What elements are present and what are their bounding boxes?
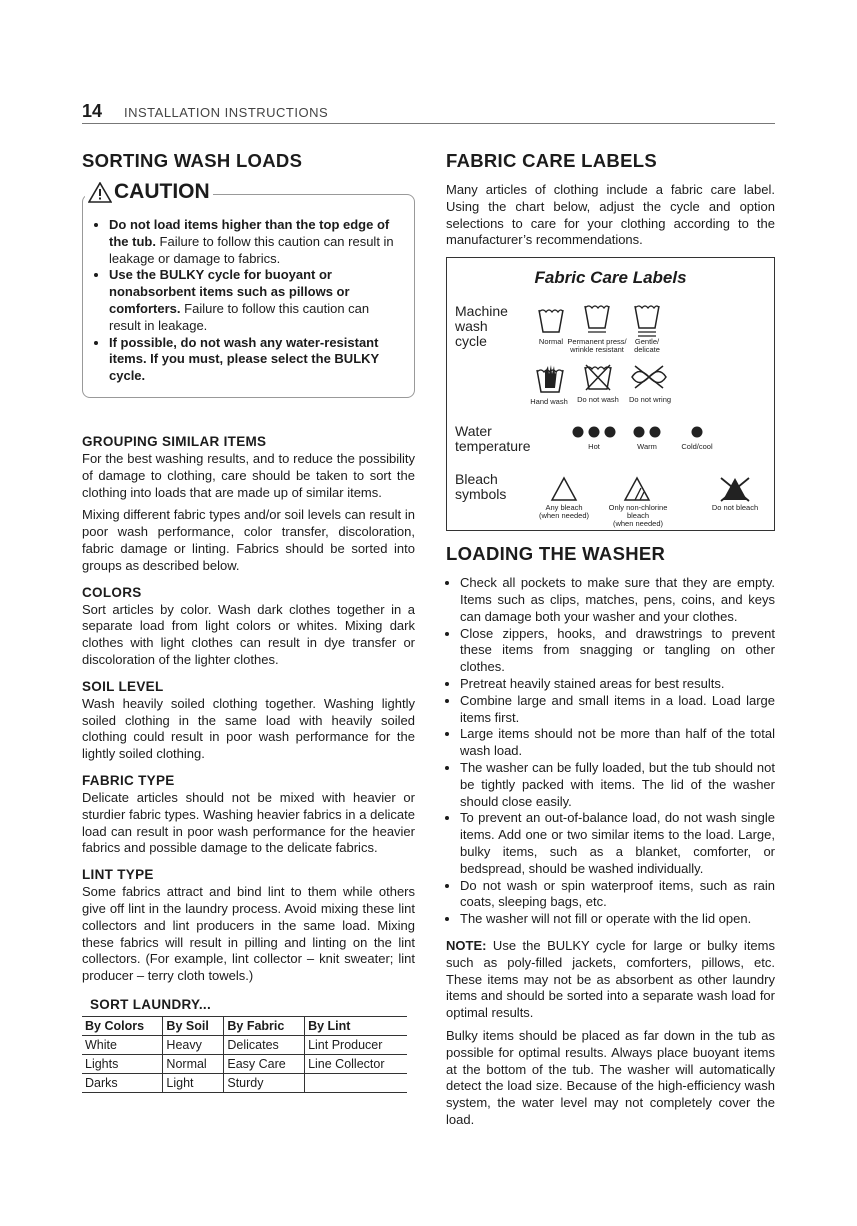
caution-item-text: Failure to follow this caution can result in leakage. — [109, 300, 370, 333]
caution-item — [109, 267, 404, 334]
list-item: • Pretreat heavily stained areas for best results. — [460, 676, 775, 693]
table-header-row — [82, 1016, 407, 1035]
table-cell: Normal — [163, 1054, 224, 1073]
table-cell: Lint Producer — [305, 1035, 407, 1054]
sort-laundry-table — [82, 1016, 407, 1093]
hot-caption: Hot — [588, 442, 600, 452]
hand-wash-icon — [535, 362, 565, 394]
cold-dot-icon — [690, 425, 704, 439]
water-temperature-label: Water temperature — [455, 423, 531, 455]
fabric-care-chart — [446, 257, 775, 531]
table-cell: Heavy — [163, 1035, 224, 1054]
do-not-bleach-icon — [718, 474, 752, 502]
page-number: 14 — [82, 101, 103, 121]
list-item: • Check all pockets to make sure that they are empty. Items such as clips, matches, pens, coins, and keys can damage both your washer and your clothes. — [460, 575, 775, 625]
loading-list — [446, 575, 775, 928]
do-not-wash-icon — [583, 362, 613, 392]
machine-wash-label: Machine wash cycle — [455, 303, 508, 350]
list-item: • Large items should not be more than half of the total wash load. — [460, 726, 775, 760]
wash-permanent-press-icon — [583, 302, 611, 336]
warning-triangle-icon — [88, 182, 112, 203]
grouping-title: GROUPING SIMILAR ITEMS — [82, 433, 267, 449]
table-cell: Lights — [82, 1054, 163, 1073]
list-item: • Close zippers, hooks, and drawstrings to prevent these items from snagging or tangling on other clothes. — [460, 626, 775, 676]
table-header: By Soil — [163, 1016, 224, 1035]
left-column — [82, 150, 415, 1093]
loading-title: LOADING THE WASHER — [446, 543, 666, 565]
caution-item-bold: If possible, do not wash any water-resistant items. If you must, please select the BULKY cycle. — [109, 334, 379, 384]
grouping-paragraph-1: For the best washing results, and to reduce the possibility of damage to clothing, care should be taken to sort the clothing into loads that are made up of similar items. — [82, 450, 415, 500]
list-item: • The washer will not fill or operate with the lid open. — [460, 911, 775, 928]
note-label: NOTE: — [446, 937, 487, 953]
fabric-care-title: FABRIC CARE LABELS — [446, 150, 657, 171]
do-not-wash-caption: Do not wash — [577, 395, 619, 405]
bleach-symbols-label: Bleach symbols — [455, 471, 507, 503]
wash-gentle-icon — [633, 302, 661, 340]
sort-laundry-title: SORT LAUNDRY... — [90, 996, 212, 1012]
bulky-paragraph: Bulky items should be placed as far down in the tub as possible for optimal results. Always place buoyant items at the bottom of the tub. The washer will automatically detect the load size. Because of the high-efficiency wash system, the water level may not completely cover the load. — [446, 1027, 775, 1127]
non-chlorine-caption: Only non-chlorine bleach (when needed) — [608, 503, 668, 529]
soil-text: Wash heavily soiled clothing together. Washing lightly soiled clothing in the same load with heavily soiled clothing could result in poor wash performance for the lightly soiled clothing. — [82, 695, 415, 762]
table-cell: Easy Care — [224, 1054, 305, 1073]
caution-item-text: Failure to follow this caution can result in leakage or damage to fabrics. — [109, 233, 394, 266]
caution-item-bold: Use the BULKY cycle for buoyant or nonabsorbent items such as pillows or comforters. — [109, 267, 350, 316]
caution-heading — [85, 180, 213, 204]
table-cell: Darks — [82, 1073, 163, 1092]
warm-dots-icon — [633, 425, 661, 439]
table-row — [82, 1073, 407, 1092]
warm-caption: Warm — [637, 442, 657, 452]
fabric-text: Delicate articles should not be mixed with heavier or sturdier fabric types. Washing heavier fabrics in a delicate load can result in poor wash performance for the heavier fabrics and possible damage to the delicate fabrics. — [82, 789, 415, 856]
table-cell: Sturdy — [224, 1073, 305, 1092]
hand-wash-caption: Hand wash — [530, 397, 568, 407]
lint-title: LINT TYPE — [82, 867, 154, 883]
table-row — [82, 1035, 407, 1054]
sorting-title: SORTING WASH LOADS — [82, 150, 303, 171]
caution-item — [109, 335, 404, 385]
note-text: Use the BULKY cycle for large or bulky items such as poly-filled jackets, comforters, pillows, etc. These items may not be as absorbent as other laundry items and should be sorted into a separate wash load for optimal results. — [446, 937, 775, 1021]
soil-title: SOIL LEVEL — [82, 678, 164, 694]
table-cell: Line Collector — [305, 1054, 407, 1073]
wash-normal-icon — [537, 306, 565, 334]
hot-dots-icon — [572, 425, 616, 439]
table-cell — [305, 1073, 407, 1092]
fabric-title: FABRIC TYPE — [82, 772, 175, 788]
caution-box — [82, 180, 415, 398]
table-cell: Light — [163, 1073, 224, 1092]
do-not-bleach-caption: Do not bleach — [711, 503, 759, 513]
colors-title: COLORS — [82, 584, 142, 600]
header-rule — [82, 123, 775, 124]
non-chlorine-bleach-icon — [623, 476, 651, 502]
chart-title: Fabric Care Labels — [534, 268, 687, 288]
list-item: • The washer can be fully loaded, but the tub should not be tightly packed with items. The lid of the washer should close easily. — [460, 760, 775, 810]
table-row — [82, 1054, 407, 1073]
normal-caption: Normal — [538, 337, 564, 347]
list-item: • Combine large and small items in a load. Load large items first. — [460, 693, 775, 727]
caution-item — [109, 217, 404, 267]
fabric-care-intro: Many articles of clothing include a fabric care label. Using the chart below, adjust the cycle and option selections to care for your clothing according to the manufacturer’s recommendations. — [446, 182, 775, 248]
note-paragraph — [446, 938, 775, 1022]
caution-item-bold: Do not load items higher than the top edge of the tub. — [109, 217, 390, 249]
grouping-paragraph-2: Mixing different fabric types and/or soil levels can result in poor wash performance, color transfer, discoloration, fabric damage or linting. Fabrics should be sorted into groups as described below. — [82, 507, 415, 573]
gentle-caption: Gentle/ delicate — [634, 337, 660, 355]
table-header: By Lint — [305, 1016, 407, 1035]
table-cell: Delicates — [224, 1035, 305, 1054]
lint-text: Some fabrics attract and bind lint to them while others give off lint in the laundry process. Avoid mixing these lint collectors and lint producers in the same load. Mixing these fabrics will result in pilling and linting on the lint collectors. (For example, lint collector – knit sweater; lint producer – terry cloth towels.) — [82, 884, 415, 984]
list-item: • To prevent an out-of-balance load, do not wash single items. Add one or two similar items to the load. Large, bulky items, such as a blanket, comforter, or bedspread, should be washed individually. — [460, 810, 775, 877]
do-not-wring-caption: Do not wring — [628, 395, 672, 405]
section-title: INSTALLATION INSTRUCTIONS — [124, 105, 329, 120]
right-column — [446, 150, 775, 1135]
permanent-press-caption: Permanent press/ wrinkle resistant — [567, 337, 627, 355]
do-not-wring-icon — [629, 364, 669, 390]
table-header: By Fabric — [224, 1016, 305, 1035]
caution-list — [93, 217, 404, 385]
page-header — [82, 101, 328, 122]
list-item: • Do not wash or spin waterproof items, such as rain coats, sleeping bags, etc. — [460, 878, 775, 912]
cold-caption: Cold/cool — [681, 442, 713, 452]
any-bleach-icon — [550, 476, 578, 502]
any-bleach-caption: Any bleach (when needed) — [538, 503, 590, 521]
table-cell: White — [82, 1035, 163, 1054]
colors-text: Sort articles by color. Wash dark clothes together in a separate load from light colors or whites. Mixing dark clothes with light clothes can result in dye transfer or discoloration of the lighter clothes. — [82, 601, 415, 667]
caution-title: CAUTION — [114, 180, 210, 203]
table-header: By Colors — [82, 1016, 163, 1035]
